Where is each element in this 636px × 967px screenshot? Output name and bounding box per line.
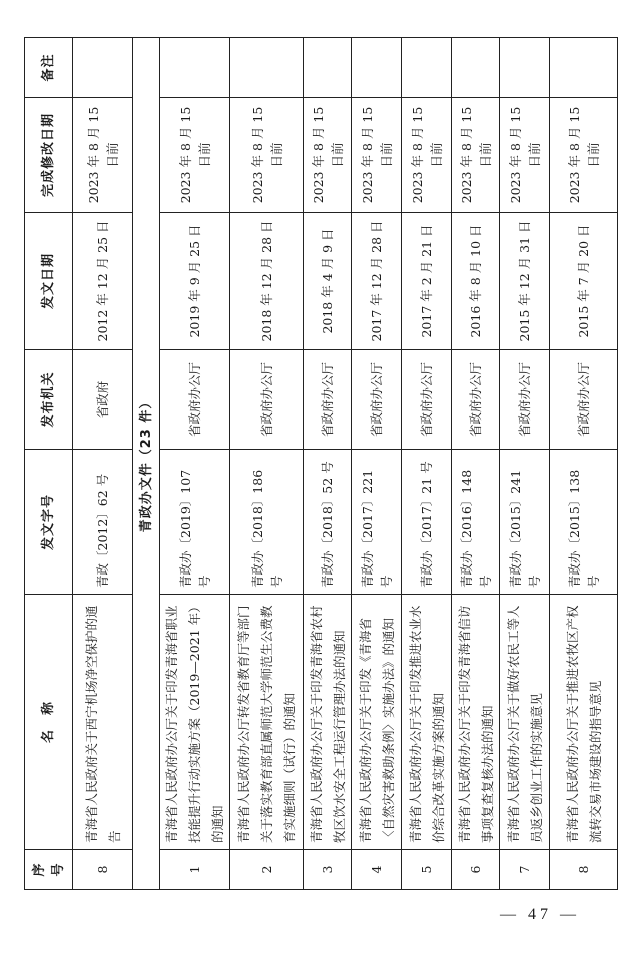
header-row <box>25 38 73 890</box>
page-number: — 47 — <box>500 906 580 923</box>
row-date: 2015 年 7 月 20 日 <box>550 213 618 350</box>
table-row <box>452 38 500 890</box>
row-issuer: 省政府办公厅 <box>500 350 550 450</box>
row-date: 2017 年 2 月 21 日 <box>402 213 452 350</box>
table-row <box>352 38 402 890</box>
row-name: 青海省人民政府办公厅关于推进农牧区产权流转交易市场建设的指导意见 <box>550 595 618 850</box>
row-issuer: 省政府 <box>73 350 133 450</box>
table-row <box>500 38 550 890</box>
row-date: 2015 年 12 月 31 日 <box>500 213 550 350</box>
row-remark <box>500 38 550 98</box>
section-title: 青政办文件（23 件） <box>133 38 160 890</box>
row-no: 5 <box>402 850 452 890</box>
row-remark <box>402 38 452 98</box>
row-name: 青海省人民政府办公厅关于印发青海省职业技能提升行动实施方案（2019—2021 年）的通知 <box>160 595 230 850</box>
row-no: 6 <box>452 850 500 890</box>
table-row <box>402 38 452 890</box>
row-no: 4 <box>352 850 402 890</box>
row-issuer: 省政府办公厅 <box>550 350 618 450</box>
row-name: 青海省人民政府办公厅关于印发青海省农村牧区饮水安全工程运行管理办法的通知 <box>304 595 352 850</box>
row-date: 2016 年 8 月 10 日 <box>452 213 500 350</box>
table-row <box>160 38 230 890</box>
row-revised: 2023 年 8 月 15 日前 <box>352 98 402 213</box>
table-row <box>73 38 133 890</box>
row-doc-no: 青政办〔2017〕21 号 <box>402 450 452 595</box>
row-doc-no: 青政办〔2017〕221 号 <box>352 450 402 595</box>
row-revised: 2023 年 8 月 15 日前 <box>230 98 304 213</box>
row-date: 2019 年 9 月 25 日 <box>160 213 230 350</box>
header-remark: 备注 <box>25 38 73 98</box>
row-remark <box>452 38 500 98</box>
row-name: 青海省人民政府关于西宁机场净空保护的通告 <box>73 595 133 850</box>
row-revised: 2023 年 8 月 15 日前 <box>304 98 352 213</box>
row-issuer: 省政府办公厅 <box>402 350 452 450</box>
row-revised: 2023 年 8 月 15 日前 <box>160 98 230 213</box>
table-row <box>304 38 352 890</box>
row-remark <box>160 38 230 98</box>
row-no: 1 <box>160 850 230 890</box>
row-doc-no: 青政〔2012〕62 号 <box>73 450 133 595</box>
row-revised: 2023 年 8 月 15 日前 <box>402 98 452 213</box>
row-doc-no: 青政办〔2018〕52 号 <box>304 450 352 595</box>
row-revised: 2023 年 8 月 15 日前 <box>452 98 500 213</box>
row-name: 青海省人民政府办公厅转发省教育厅等部门关于落实教育部直属师范大学师范生公费教育实施细则（试行）的通知 <box>230 595 304 850</box>
row-no: 3 <box>304 850 352 890</box>
table-row <box>230 38 304 890</box>
row-doc-no: 青政办〔2015〕241 号 <box>500 450 550 595</box>
row-issuer: 省政府办公厅 <box>452 350 500 450</box>
row-doc-no: 青政办〔2015〕138 号 <box>550 450 618 595</box>
row-no: 8 <box>550 850 618 890</box>
header-revised: 完成修改日期 <box>25 98 73 213</box>
row-no: 8 <box>73 850 133 890</box>
row-issuer: 省政府办公厅 <box>304 350 352 450</box>
row-name: 青海省人民政府办公厅关于印发《青海省〈自然灾害救助条例〉实施办法》的通知 <box>352 595 402 850</box>
row-remark <box>73 38 133 98</box>
row-issuer: 省政府办公厅 <box>352 350 402 450</box>
row-doc-no: 青政办〔2019〕107 号 <box>160 450 230 595</box>
row-issuer: 省政府办公厅 <box>230 350 304 450</box>
regulation-table <box>24 37 618 890</box>
row-doc-no: 青政办〔2018〕186 号 <box>230 450 304 595</box>
header-doc-no: 发文字号 <box>25 450 73 595</box>
row-remark <box>352 38 402 98</box>
row-date: 2017 年 12 月 28 日 <box>352 213 402 350</box>
row-name: 青海省人民政府办公厅关于印发推进农业水价综合改革实施方案的通知 <box>402 595 452 850</box>
row-date: 2018 年 4 月 9 日 <box>304 213 352 350</box>
section-row <box>133 38 160 890</box>
row-issuer: 省政府办公厅 <box>160 350 230 450</box>
row-name: 青海省人民政府办公厅关于做好农民工等人员返乡创业工作的实施意见 <box>500 595 550 850</box>
row-revised: 2023 年 8 月 15 日前 <box>73 98 133 213</box>
table-row <box>550 38 618 890</box>
row-no: 7 <box>500 850 550 890</box>
row-name: 青海省人民政府办公厅关于印发青海省信访事项复查复核办法的通知 <box>452 595 500 850</box>
row-no: 2 <box>230 850 304 890</box>
header-issuer: 发布机关 <box>25 350 73 450</box>
header-date: 发文日期 <box>25 213 73 350</box>
header-name: 名 称 <box>25 595 73 850</box>
row-remark <box>304 38 352 98</box>
row-revised: 2023 年 8 月 15 日前 <box>550 98 618 213</box>
row-remark <box>550 38 618 98</box>
header-no: 序号 <box>25 850 73 890</box>
row-remark <box>230 38 304 98</box>
row-doc-no: 青政办〔2016〕148 号 <box>452 450 500 595</box>
row-date: 2012 年 12 月 25 日 <box>73 213 133 350</box>
row-date: 2018 年 12 月 28 日 <box>230 213 304 350</box>
rotated-table-wrapper <box>24 38 613 890</box>
row-revised: 2023 年 8 月 15 日前 <box>500 98 550 213</box>
